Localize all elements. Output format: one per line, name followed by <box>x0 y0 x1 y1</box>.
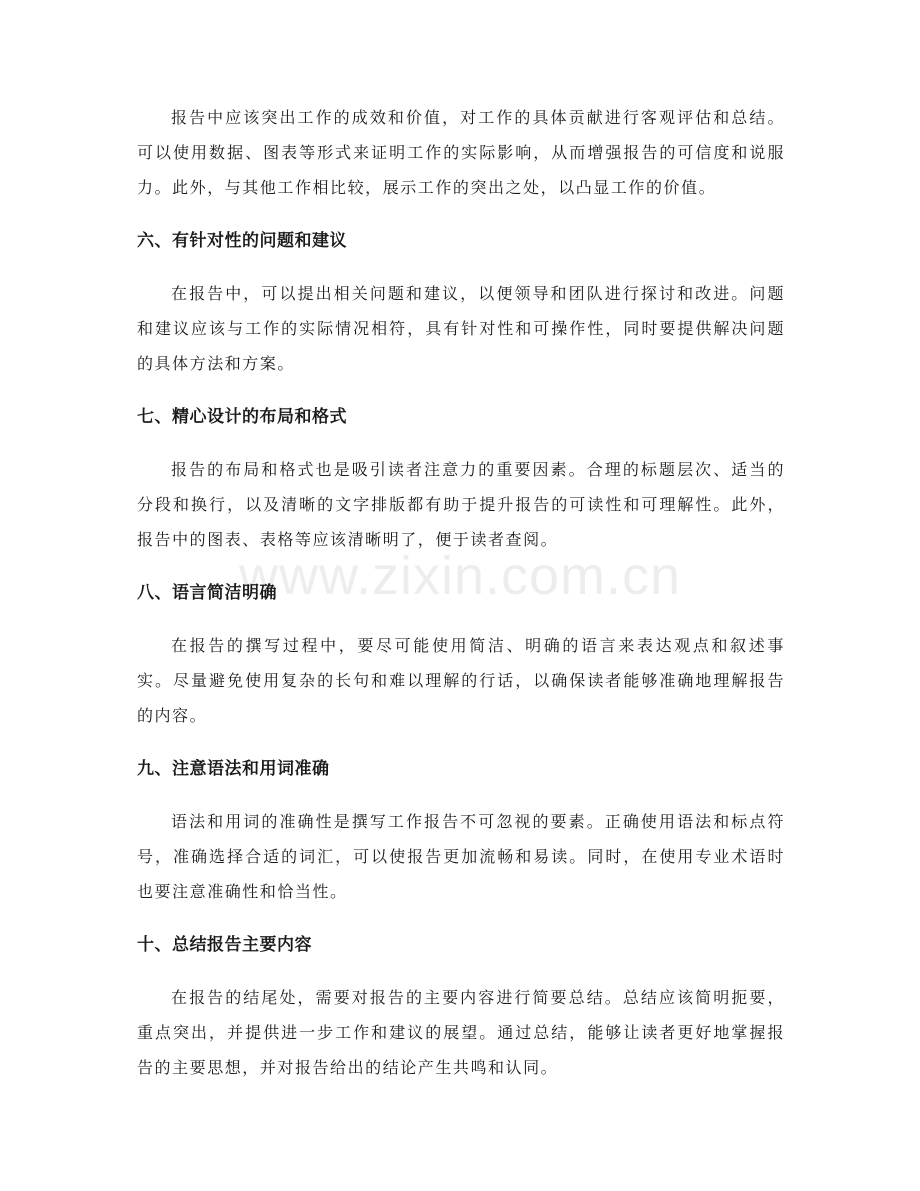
intro-paragraph: 报告中应该突出工作的成效和价值，对工作的具体贡献进行客观评估和总结。可以使用数据、图表等形式来证明工作的实际影响，从而增强报告的可信度和说服力。此外，与其他工作相比较，展示工作的突出之处，以凸显工作的价值。 <box>137 108 785 197</box>
section-body-10: 在报告的结尾处，需要对报告的主要内容进行简要总结。总结应该简明扼要，重点突出，并提供进一步工作和建议的展望。通过总结，能够让读者更好地掌握报告的主要思想，并对报告给出的结论产生共鸣和认同。 <box>137 988 785 1077</box>
section-heading-8: 八、语言简洁明确 <box>137 583 277 603</box>
section-body-9: 语法和用词的准确性是撰写工作报告不可忽视的要素。正确使用语法和标点符号，准确选择合适的词汇，可以使报告更加流畅和易读。同时，在使用专业术语时也要注意准确性和恰当性。 <box>137 812 785 901</box>
section-heading-10: 十、总结报告主要内容 <box>137 935 312 955</box>
document-page <box>137 100 785 1107</box>
section-body-8: 在报告的撰写过程中，要尽可能使用简洁、明确的语言来表达观点和叙述事实。尽量避免使用复杂的长句和难以理解的行话，以确保读者能够准确地理解报告的内容。 <box>137 636 785 725</box>
section-heading-9: 九、注意语法和用词准确 <box>137 759 330 779</box>
watermark: www.zixin.com.cn <box>238 546 682 606</box>
section-heading-6: 六、有针对性的问题和建议 <box>137 231 347 251</box>
section-body-6: 在报告中，可以提出相关问题和建议，以便领导和团队进行探讨和改进。问题和建议应该与工作的实际情况相符，具有针对性和可操作性，同时要提供解决问题的具体方法和方案。 <box>137 284 785 373</box>
section-heading-7: 七、精心设计的布局和格式 <box>137 407 347 427</box>
section-body-7: 报告的布局和格式也是吸引读者注意力的重要因素。合理的标题层次、适当的分段和换行，以及清晰的文字排版都有助于提升报告的可读性和可理解性。此外，报告中的图表、表格等应该清晰明了，便于读者查阅。 <box>137 460 785 549</box>
